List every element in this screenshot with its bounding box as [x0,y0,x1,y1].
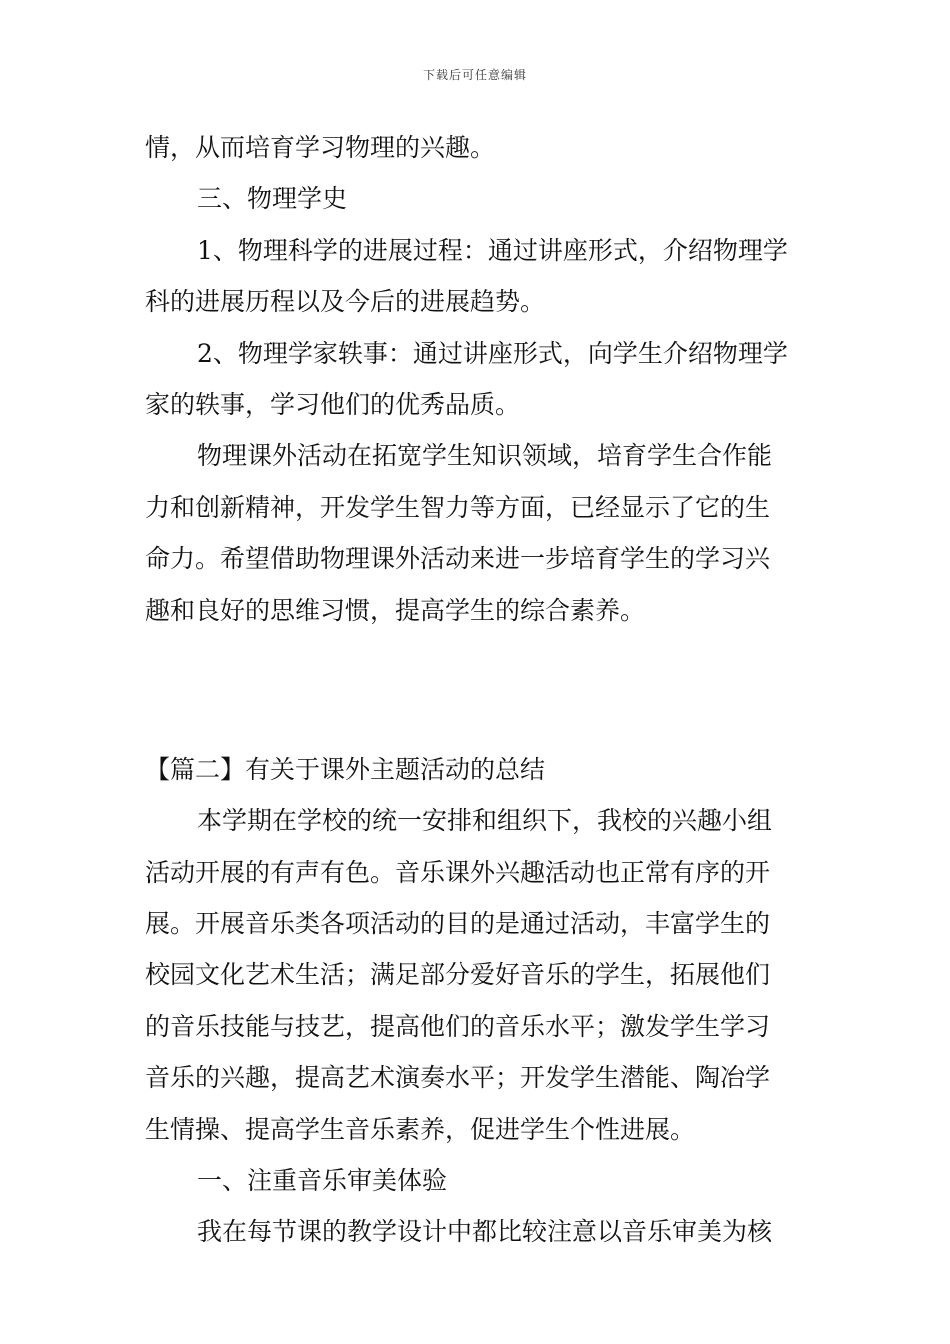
section-gap [145,636,815,744]
text-line: 的音乐技能与技艺，提高他们的音乐水平；激发学生学习 [145,1011,771,1041]
text-line: 我在每节课的教学设计中都比较注意以音乐审美为核 [197,1217,773,1247]
section-physics-summary [145,122,815,636]
text-line: 家的轶事，学习他们的优秀品质。 [145,389,521,419]
document-body [145,122,815,1258]
text-line: 趣和良好的思维习惯，提高学生的综合素养。 [145,595,646,625]
text-line: 物理课外活动在拓宽学生知识领域，培育学生合作能 [197,441,773,471]
text-line: 生情操、提高学生音乐素养，促进学生个性进展。 [145,1114,696,1144]
text-line: 活动开展的有声有色。音乐课外兴趣活动也正常有序的开 [145,857,771,887]
section-title: 【篇二】有关于课外主题活动的总结 [145,754,546,784]
text-line: 展。开展音乐类各项活动的目的是通过活动，丰富学生的 [145,909,771,939]
text-line: 音乐的兴趣，提高艺术演奏水平；开发学生潜能、陶冶学 [145,1063,771,1093]
text-line: 本学期在学校的统一安排和组织下，我校的兴趣小组 [197,806,773,836]
text-line: 命力。希望借助物理课外活动来进一步培育学生的学习兴 [145,544,771,574]
section-activity-summary [145,795,815,1258]
text-line: 三、物理学史 [197,184,348,214]
text-line: 科的进展历程以及今后的进展趋势。 [145,287,546,317]
text-line: 一、注重音乐审美体验 [197,1166,448,1196]
text-line: 1、物理科学的进展过程：通过讲座形式，介绍物理学 [197,235,788,265]
text-line: 力和创新精神，开发学生智力等方面，已经显示了它的生 [145,492,771,522]
text-line: 情，从而培育学习物理的兴趣。 [145,133,496,162]
text-line: 校园文化艺术生活；满足部分爱好音乐的学生，拓展他们 [145,960,771,990]
text-line: 2、物理学家轶事：通过讲座形式，向学生介绍物理学 [197,338,788,368]
page-header: 下载后可任意编辑 [422,68,527,82]
